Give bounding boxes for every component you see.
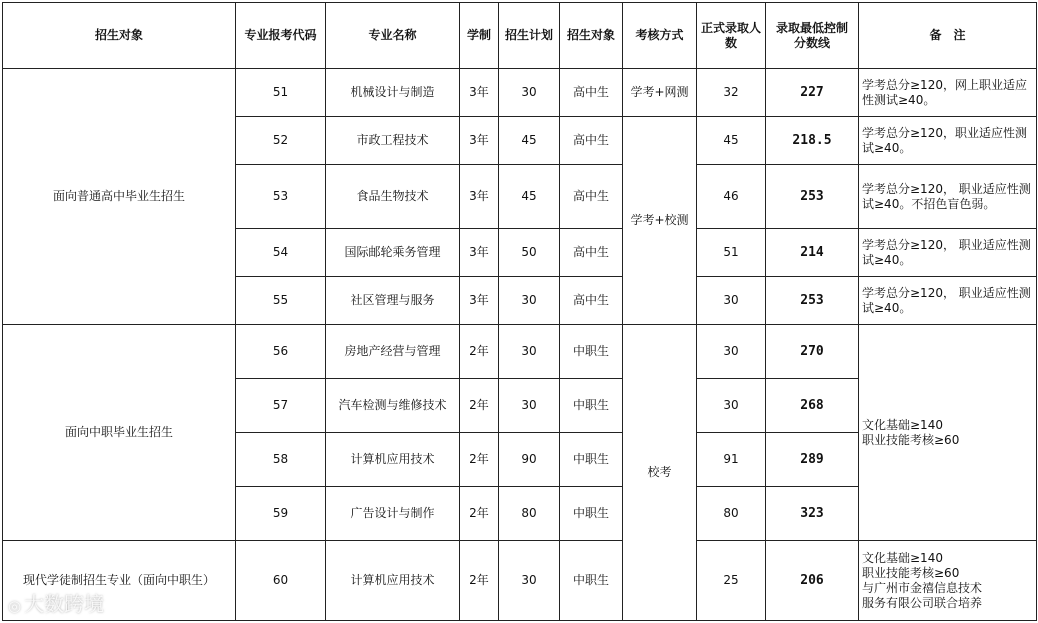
cell-admitted: 30 [697, 379, 766, 433]
cell-code: 53 [236, 165, 326, 229]
cell-min-score: 206 [766, 541, 859, 621]
group-cell: 现代学徒制招生专业（面向中职生） [3, 541, 236, 621]
header-min-score: 录取最低控制分数线 [766, 3, 859, 69]
cell-min-score: 270 [766, 325, 859, 379]
cell-major: 房地产经营与管理 [326, 325, 460, 379]
cell-exam-mode: 学考+网测 [623, 69, 697, 117]
cell-major: 国际邮轮乘务管理 [326, 229, 460, 277]
group-cell: 面向中职毕业生招生 [3, 325, 236, 541]
cell-major: 计算机应用技术 [326, 541, 460, 621]
cell-major: 汽车检测与维修技术 [326, 379, 460, 433]
header-plan: 招生计划 [499, 3, 560, 69]
remark-line: 服务有限公司联合培养 [862, 595, 983, 610]
admission-table [2, 2, 1037, 621]
cell-admitted: 46 [697, 165, 766, 229]
cell-years: 3年 [460, 117, 499, 165]
cell-major: 社区管理与服务 [326, 277, 460, 325]
cell-object: 中职生 [560, 541, 623, 621]
table-row [3, 69, 1037, 117]
cell-remark-group [859, 325, 1037, 541]
cell-min-score: 214 [766, 229, 859, 277]
cell-years: 2年 [460, 325, 499, 379]
cell-admitted: 30 [697, 325, 766, 379]
cell-years: 2年 [460, 487, 499, 541]
cell-code: 52 [236, 117, 326, 165]
cell-major: 机械设计与制造 [326, 69, 460, 117]
cell-plan: 80 [499, 487, 560, 541]
cell-code: 51 [236, 69, 326, 117]
cell-years: 3年 [460, 69, 499, 117]
cell-plan: 45 [499, 165, 560, 229]
cell-code: 56 [236, 325, 326, 379]
remark-line: 与广州市金禧信息技术 [862, 580, 983, 595]
cell-major: 计算机应用技术 [326, 433, 460, 487]
cell-exam-mode: 学考+校测 [623, 117, 697, 325]
cell-object: 中职生 [560, 433, 623, 487]
cell-min-score: 253 [766, 165, 859, 229]
cell-years: 2年 [460, 541, 499, 621]
cell-admitted: 80 [697, 487, 766, 541]
cell-remark: 学考总分≥120，网上职业适应性测试≥40。 [859, 69, 1037, 117]
cell-years: 2年 [460, 379, 499, 433]
cell-code: 55 [236, 277, 326, 325]
header-recruit-object: 招生对象 [560, 3, 623, 69]
remark-line: 职业技能考核≥60 [862, 565, 960, 580]
cell-remark: 学考总分≥120， 职业适应性测试≥40。 [859, 277, 1037, 325]
cell-admitted: 91 [697, 433, 766, 487]
cell-code: 54 [236, 229, 326, 277]
header-remarks: 备 注 [859, 3, 1037, 69]
cell-plan: 30 [499, 541, 560, 621]
cell-remark [859, 541, 1037, 621]
cell-min-score: 323 [766, 487, 859, 541]
header-code: 专业报考代码 [236, 3, 326, 69]
watermark-text: 大数跨境 [24, 592, 105, 616]
remark-line: 文化基础≥140 [862, 550, 943, 565]
cell-plan: 30 [499, 69, 560, 117]
cell-object: 中职生 [560, 379, 623, 433]
cell-years: 2年 [460, 433, 499, 487]
cell-admitted: 45 [697, 117, 766, 165]
group-cell: 面向普通高中毕业生招生 [3, 69, 236, 325]
cell-major: 食品生物技术 [326, 165, 460, 229]
cell-admitted: 51 [697, 229, 766, 277]
header-exam-mode: 考核方式 [623, 3, 697, 69]
cell-remark: 学考总分≥120， 职业适应性测试≥40。 [859, 229, 1037, 277]
cell-min-score: 289 [766, 433, 859, 487]
header-major: 专业名称 [326, 3, 460, 69]
cell-object: 高中生 [560, 277, 623, 325]
cell-admitted: 30 [697, 277, 766, 325]
cell-major: 广告设计与制作 [326, 487, 460, 541]
cell-plan: 50 [499, 229, 560, 277]
cell-plan: 30 [499, 277, 560, 325]
cell-min-score: 253 [766, 277, 859, 325]
cell-years: 3年 [460, 165, 499, 229]
table-row [3, 325, 1037, 379]
cell-plan: 30 [499, 379, 560, 433]
cell-object: 高中生 [560, 117, 623, 165]
cell-object: 高中生 [560, 69, 623, 117]
cell-admitted: 25 [697, 541, 766, 621]
header-target: 招生对象 [3, 3, 236, 69]
cell-code: 59 [236, 487, 326, 541]
cell-major: 市政工程技术 [326, 117, 460, 165]
table-row [3, 541, 1037, 621]
cell-plan: 30 [499, 325, 560, 379]
cell-code: 60 [236, 541, 326, 621]
cell-admitted: 32 [697, 69, 766, 117]
cell-min-score: 227 [766, 69, 859, 117]
cell-remark: 学考总分≥120，职业适应性测试≥40。 [859, 117, 1037, 165]
remark-line: 职业技能考核≥60 [862, 432, 960, 447]
cell-years: 3年 [460, 277, 499, 325]
cell-min-score: 218.5 [766, 117, 859, 165]
header-row [3, 3, 1037, 69]
header-admitted: 正式录取人数 [697, 3, 766, 69]
cell-object: 中职生 [560, 325, 623, 379]
cell-object: 高中生 [560, 229, 623, 277]
cell-exam-mode: 校考 [623, 325, 697, 621]
cell-remark: 学考总分≥120， 职业适应性测试≥40。不招色盲色弱。 [859, 165, 1037, 229]
cell-code: 57 [236, 379, 326, 433]
cell-years: 3年 [460, 229, 499, 277]
remark-line: 文化基础≥140 [862, 417, 943, 432]
cell-min-score: 268 [766, 379, 859, 433]
cell-plan: 45 [499, 117, 560, 165]
cell-object: 高中生 [560, 165, 623, 229]
cell-code: 58 [236, 433, 326, 487]
cell-object: 中职生 [560, 487, 623, 541]
cell-plan: 90 [499, 433, 560, 487]
header-years: 学制 [460, 3, 499, 69]
watermark-logo-icon: ◎ [8, 597, 22, 615]
